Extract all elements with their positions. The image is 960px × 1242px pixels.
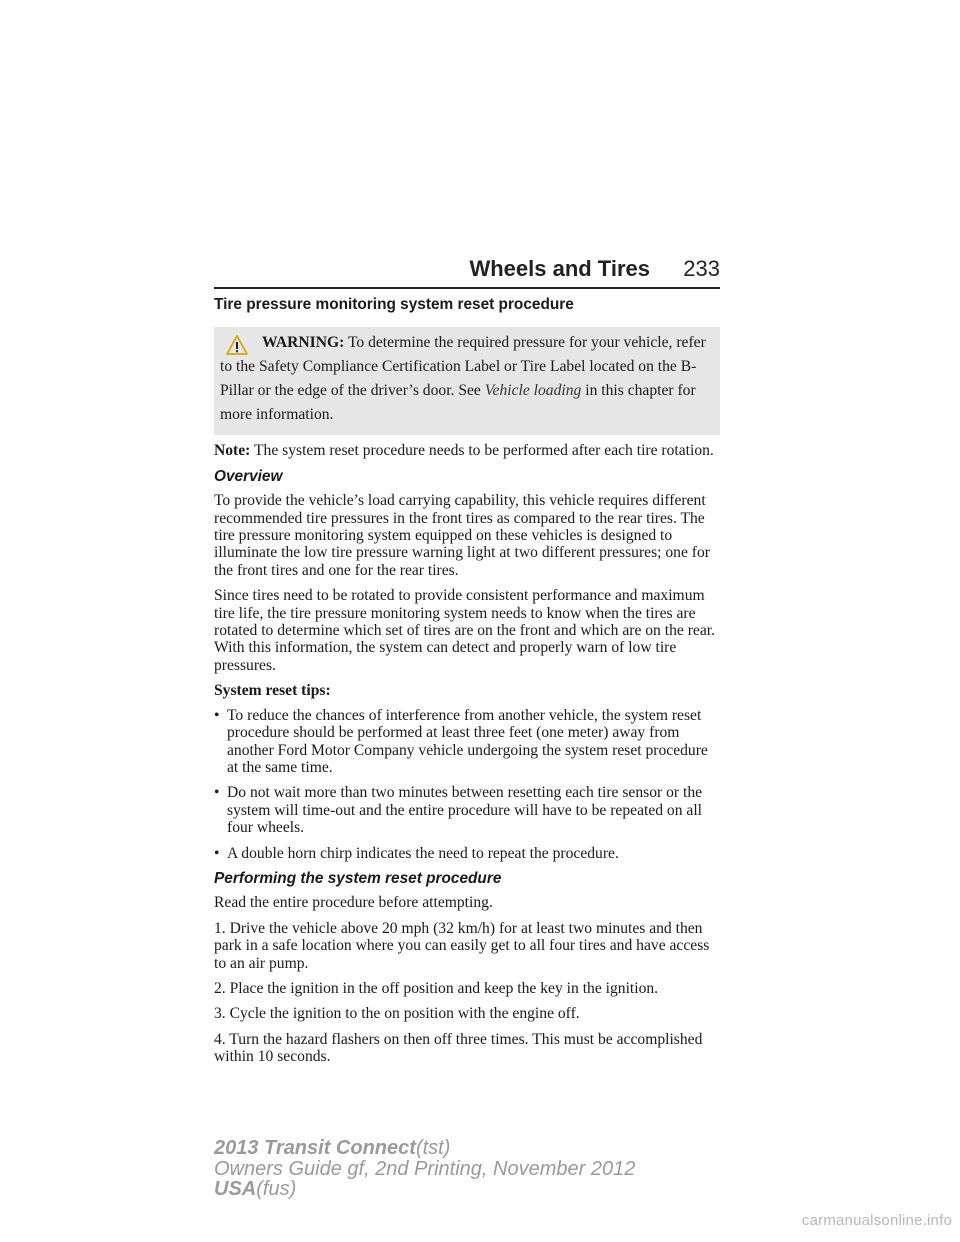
tip-text: To reduce the chances of interference from another vehicle, the system reset procedure should be performed at least three feet (one meter) away from another Ford Motor Company vehicle undergoing the system reset procedure at the same time. — [227, 706, 708, 776]
footer-market-code: (fus) — [256, 1178, 297, 1200]
warning-triangle-icon — [226, 335, 248, 355]
vehicle-loading-link[interactable]: Vehicle loading — [484, 382, 582, 400]
footer-line-3 — [214, 1179, 734, 1200]
list-item — [214, 845, 720, 862]
list-item — [214, 707, 720, 777]
header-divider — [214, 287, 720, 289]
overview-paragraph-1: To provide the vehicle’s load carrying capability, this vehicle requires different recommended tire pressures in the front tires as compared to the rear tires. The tire pressure monitoring system equipped on these vehicles is designed to illuminate the low tire pressure warning light at two different pressures; one for the front tires and one for the rear tires. — [214, 492, 710, 579]
note-text: The system reset procedure needs to be performed after each tire rotation. — [254, 442, 714, 460]
warning-box — [214, 327, 720, 435]
chapter-title: Wheels and Tires — [469, 256, 650, 281]
watermark: carmanualsonline.info — [801, 1212, 952, 1229]
warning-text-end: in this chapter for more information. — [220, 382, 696, 424]
page-footer — [214, 1138, 734, 1200]
section-title: Tire pressure monitoring system reset procedure — [214, 296, 574, 313]
page-content — [214, 296, 720, 1074]
footer-line-2: Owners Guide gf, 2nd Printing, November 2012 — [214, 1157, 636, 1180]
procedure-intro: Read the entire procedure before attempting. — [214, 894, 493, 912]
tip-text: Do not wait more than two minutes between resetting each tire sensor or the system will time-out and the entire procedure will have to be repeated on all four wheels. — [227, 784, 703, 837]
warning-text: To determine the required pressure for your vehicle, refer to the Safety Compliance Certification Label or Tire Label located on the B-Pillar or the edge of the driver’s door. See — [220, 334, 706, 400]
footer-model-code: (tst) — [415, 1137, 451, 1159]
note-paragraph — [214, 442, 720, 459]
footer-market: USA — [214, 1178, 257, 1200]
bullet-icon: • — [214, 784, 220, 802]
tips-heading: System reset tips: — [214, 682, 331, 700]
procedure-step-4: 4. Turn the hazard flashers on then off three times. This must be accomplished within 10 seconds. — [214, 1030, 703, 1066]
footer-model: 2013 Transit Connect — [214, 1137, 416, 1159]
procedure-step-1: 1. Drive the vehicle above 20 mph (32 km/h) for at least two minutes and then park in a safe location where you can easily get to all four tires and have access to an air pump. — [214, 919, 710, 972]
footer-line-1 — [214, 1138, 734, 1159]
page-number: 233 — [683, 256, 720, 281]
page-header — [214, 254, 720, 290]
tip-text: A double horn chirp indicates the need to repeat the procedure. — [227, 844, 619, 862]
procedure-step-3: 3. Cycle the ignition to the on position with the engine off. — [214, 1005, 580, 1023]
overview-paragraph-2: Since tires need to be rotated to provide consistent performance and maximum tire life, the tire pressure monitoring system needs to know when the tires are rotated to determine which set of tires are on the front and which are on the rear. With this information, the system can detect and properly warn of low tire pressures. — [214, 587, 715, 674]
bullet-icon: • — [214, 706, 220, 724]
bullet-icon: • — [214, 844, 220, 862]
overview-heading: Overview — [214, 467, 283, 485]
procedure-heading: Performing the system reset procedure — [214, 869, 502, 887]
procedure-step-2: 2. Place the ignition in the off position and keep the key in the ignition. — [214, 979, 659, 997]
warning-label: WARNING: — [262, 334, 345, 352]
list-item — [214, 784, 720, 836]
note-label: Note: — [214, 442, 251, 460]
tips-list — [214, 707, 720, 862]
